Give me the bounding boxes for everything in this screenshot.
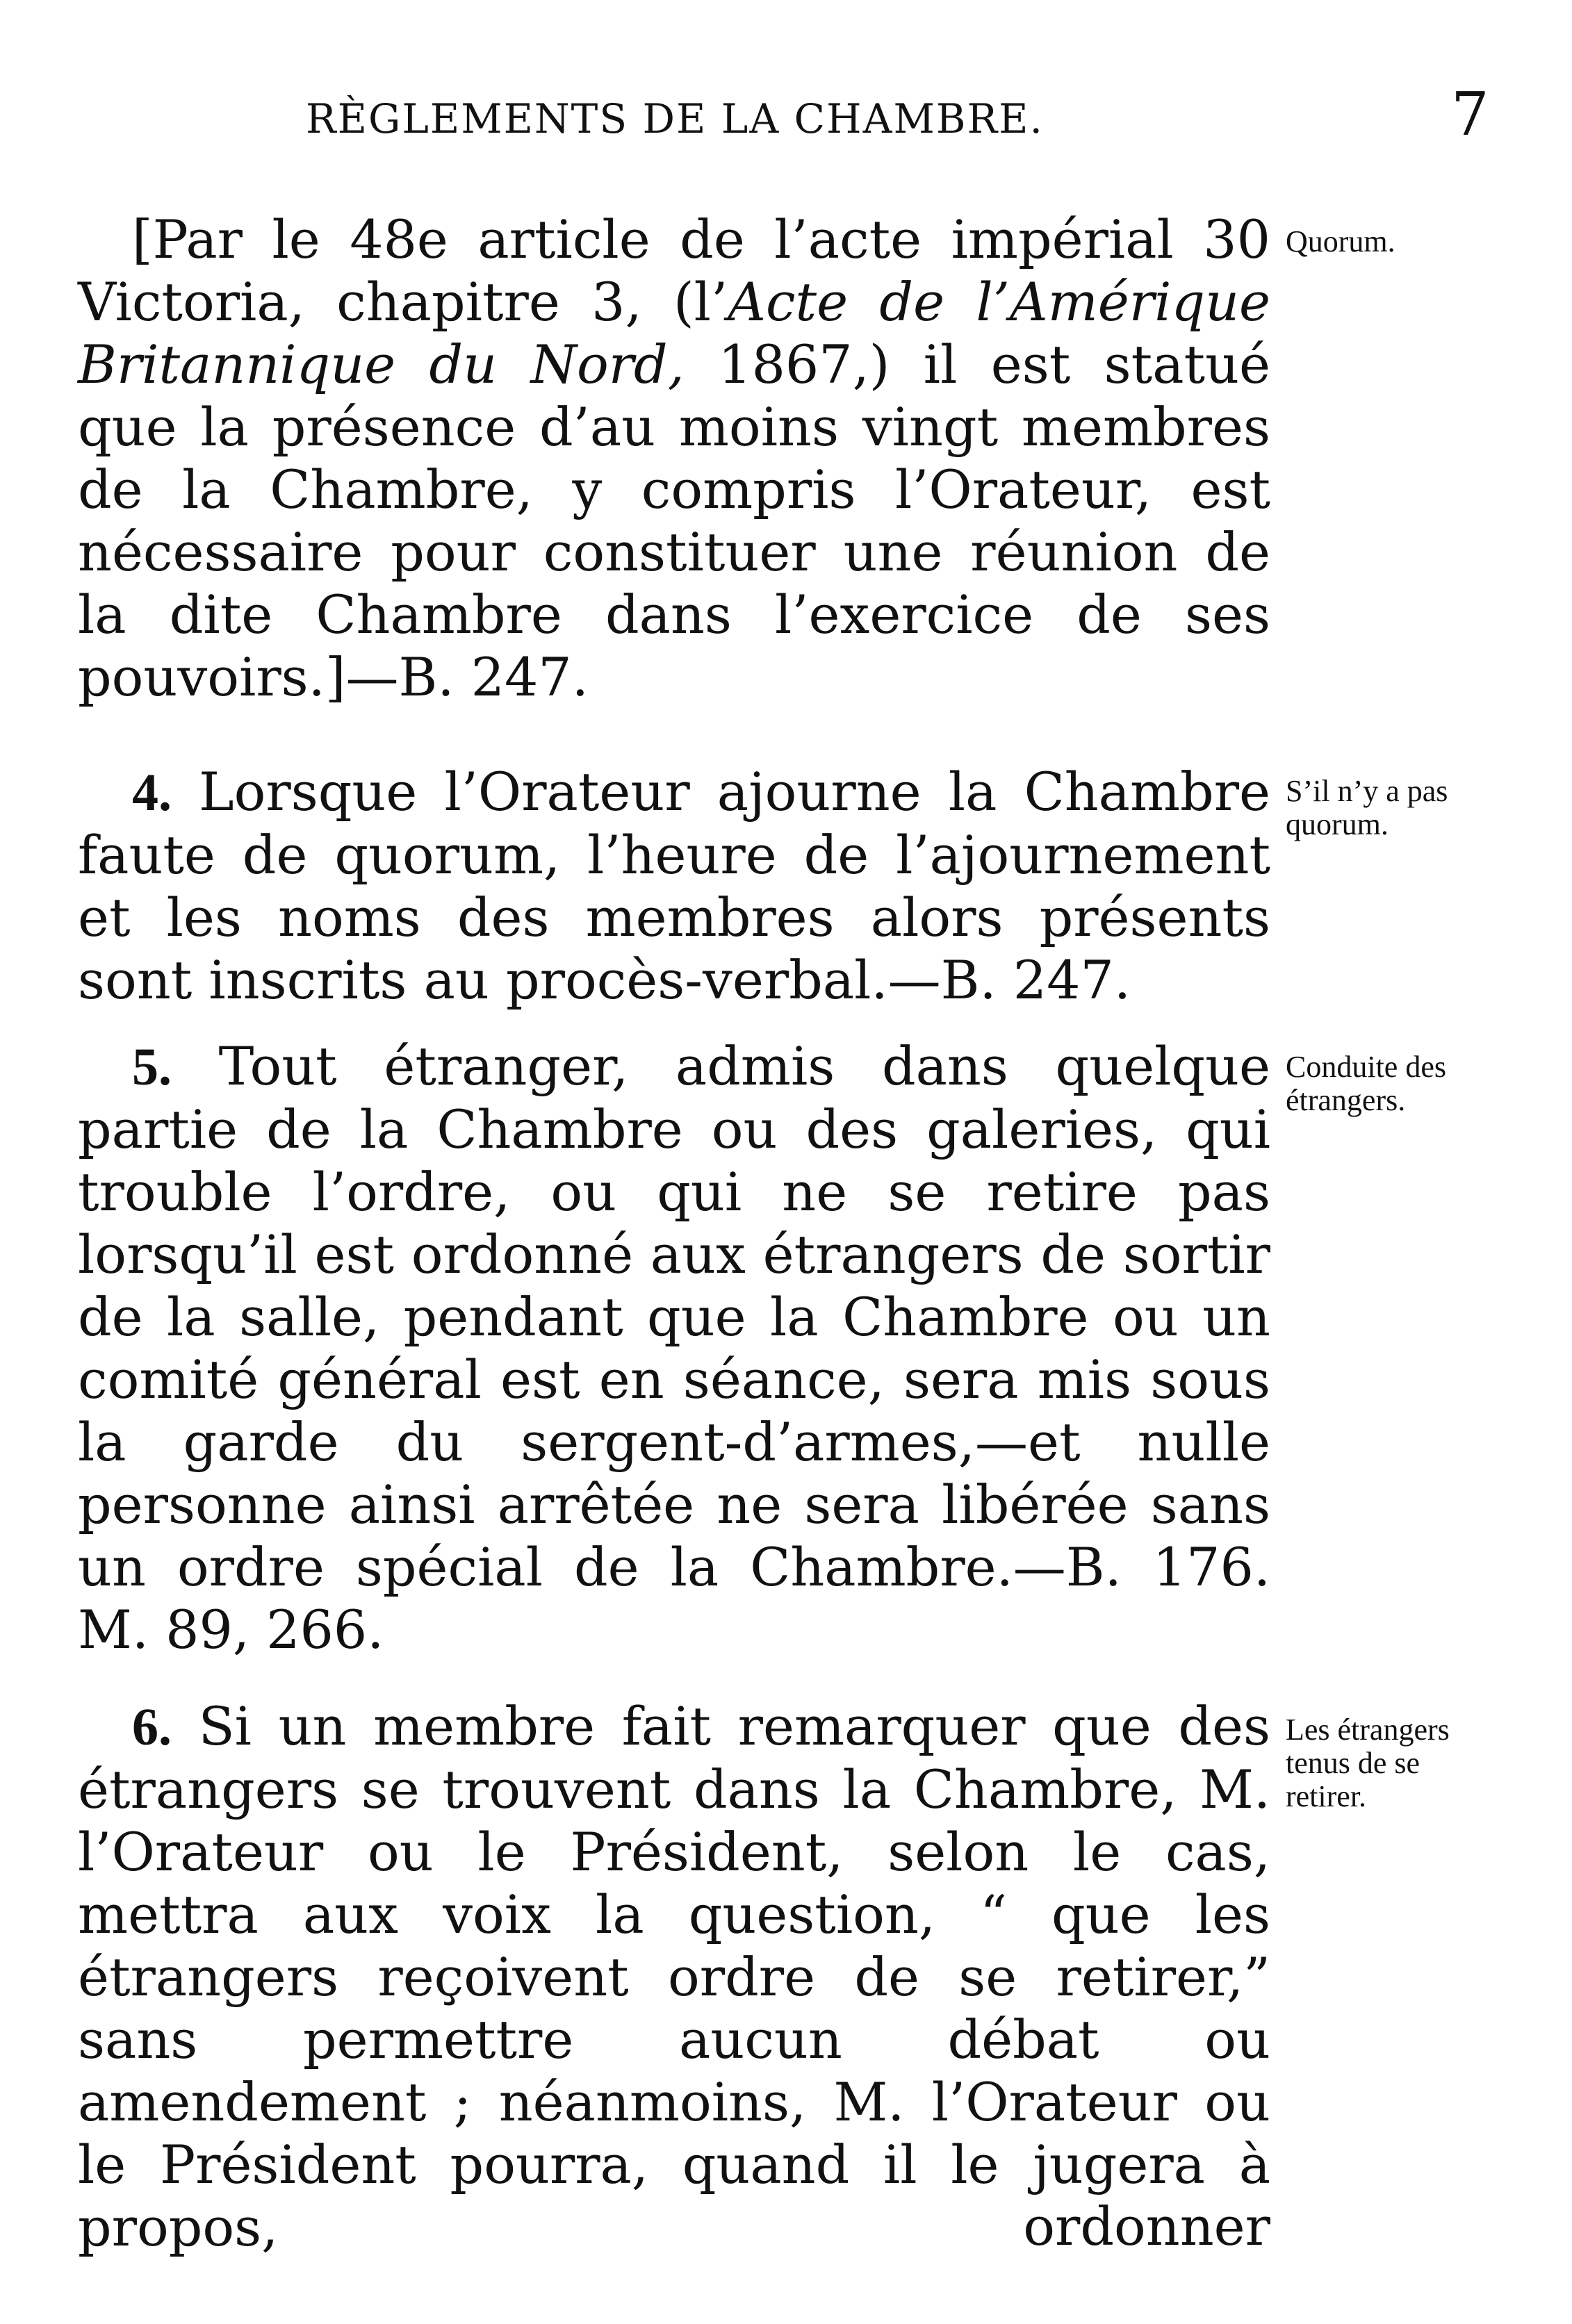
margin-note-6: Les étrangers tenus de se retirer.: [1286, 1713, 1450, 1813]
paragraph-5-text: Tout étranger, admis dans quelque partie de la Chambre ou des galeries, qui trouble l’ordre, ou qui ne se retire pas lorsqu’il est ordonné aux étrangers de sortir de la salle, pendant que la Chambre ou un comité général est en séance, sera mis sous la garde du sergent-d’armes,—et nulle personne ainsi arrêtée ne sera libérée sans un ordre spécial de la Chambre.—B. 176. M. 89, 266.: [78, 1035, 1270, 1660]
paragraph-6: [78, 1695, 1270, 2259]
act-title-italic: Acte de l’Amérique Britannique du Nord,: [78, 271, 1270, 395]
article-number-6: 6.: [132, 1698, 172, 1756]
page-number: 7: [1451, 80, 1489, 149]
paragraph-4-text: Lorsque l’Orateur ajourne la Chambre faute de quorum, l’heure de l’ajournement et les noms des membres alors présents sont inscrits au procès-verbal.—B. 247.: [78, 761, 1270, 1011]
article-number-5: 5.: [132, 1038, 172, 1096]
paragraph-5: [78, 1035, 1270, 1661]
margin-note-quorum: Quorum.: [1286, 224, 1395, 258]
catchword: ordonner: [1023, 2195, 1270, 2257]
page-header: [0, 80, 1572, 156]
paragraph-quorum-text-1: [Par le 48e article de l’acte impérial 30 Victoria, chapitre 3, (l’: [78, 208, 1270, 333]
margin-note-5: Conduite des étrangers.: [1286, 1050, 1446, 1117]
article-number-4: 4.: [132, 764, 172, 822]
margin-note-4: S’il n’y a pas quorum.: [1286, 774, 1448, 841]
running-title: RÈGLEMENTS DE LA CHAMBRE.: [306, 95, 1044, 142]
paragraph-quorum-text-2: 1867,) il est statué que la présence d’au moins vingt membres de la Chambre, y compris l’Orateur, est nécessaire pour constituer une réunion de la dite Chambre dans l’exercice de ses pouvoirs.]—B. 247.: [78, 333, 1270, 708]
paragraph-quorum: [78, 208, 1270, 709]
paragraph-6-text: Si un membre fait remarquer que des étrangers se trouvent dans la Chambre, M. l’Orateur ou le Président, selon le cas, mettra aux voix la question, “ que les étrangers reçoivent ordre de se retirer,” sans permettre aucun débat ou amendement ; néanmoins, M. l’Orateur ou le Président pourra, quand il le jugera à propos,: [78, 1695, 1270, 2258]
paragraph-4: [78, 761, 1270, 1012]
